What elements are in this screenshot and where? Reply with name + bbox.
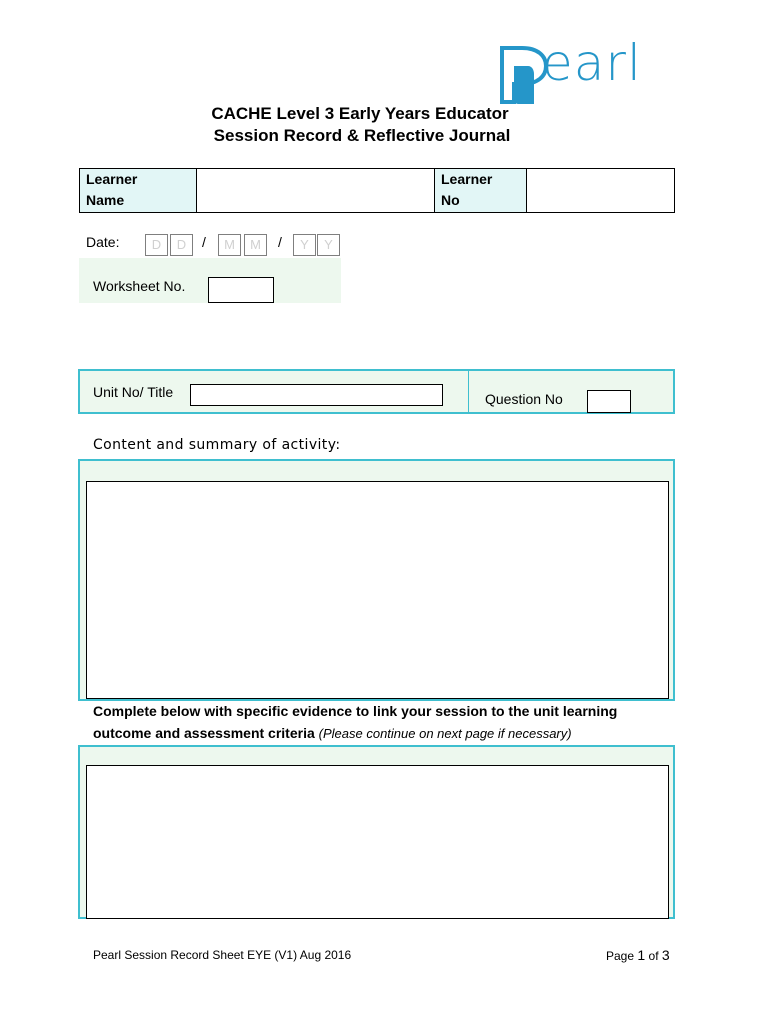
- footer-document-info: Pearl Session Record Sheet EYE (V1) Aug 2016: [93, 948, 352, 962]
- evidence-instructions: [93, 700, 683, 745]
- pearl-logo-text: earl: [542, 34, 642, 92]
- footer-page-word: Page: [606, 949, 635, 963]
- learner-name-label-line-1: Learner: [86, 171, 138, 187]
- question-no-field[interactable]: [587, 390, 631, 413]
- date-label: Date:: [86, 234, 120, 250]
- date-day-2[interactable]: D: [170, 234, 193, 256]
- evidence-note: (Please continue on next page if necessary): [318, 726, 572, 741]
- worksheet-no-field[interactable]: [208, 277, 274, 303]
- evidence-instruction-line-1: Complete below with specific evidence to link your session to the unit learning: [93, 703, 618, 719]
- date-year-2[interactable]: Y: [317, 234, 340, 256]
- pearl-logo: [498, 36, 678, 108]
- date-separator: /: [202, 234, 206, 250]
- unit-title-field[interactable]: [190, 384, 443, 406]
- unit-row-divider: [468, 371, 469, 412]
- learner-no-label-line-1: Learner: [441, 171, 493, 187]
- learner-name-field[interactable]: [197, 169, 435, 212]
- evidence-instruction-line-2: outcome and assessment criteria: [93, 725, 315, 741]
- footer-page-number: [606, 947, 670, 963]
- footer-page-total: 3: [661, 947, 670, 963]
- learner-no-label-line-2: No: [441, 192, 460, 208]
- question-no-label: Question No: [485, 391, 563, 407]
- footer-page-of: of: [648, 949, 659, 963]
- date-month-2[interactable]: M: [244, 234, 267, 256]
- content-summary-label: Content and summary of activity:: [93, 437, 341, 453]
- content-summary-panel: [78, 459, 675, 701]
- learner-no-label: [435, 169, 527, 212]
- learner-name-label: [80, 169, 197, 212]
- date-year-1[interactable]: Y: [293, 234, 316, 256]
- date-month-1[interactable]: M: [218, 234, 241, 256]
- footer-page-current: 1: [637, 947, 646, 963]
- evidence-field[interactable]: [86, 765, 669, 919]
- worksheet-label: Worksheet No.: [93, 278, 186, 294]
- unit-title-label: Unit No/ Title: [93, 384, 174, 400]
- learner-no-field[interactable]: [527, 169, 674, 212]
- date-separator: /: [278, 234, 282, 250]
- content-summary-field[interactable]: [86, 481, 669, 699]
- date-day-1[interactable]: D: [145, 234, 168, 256]
- learner-name-label-line-2: Name: [86, 192, 125, 208]
- learner-table: [79, 168, 675, 213]
- document-title-line-2: Session Record & Reflective Journal: [213, 126, 511, 145]
- evidence-panel: [78, 745, 675, 919]
- document-title-line-1: CACHE Level 3 Early Years Educator: [211, 104, 509, 123]
